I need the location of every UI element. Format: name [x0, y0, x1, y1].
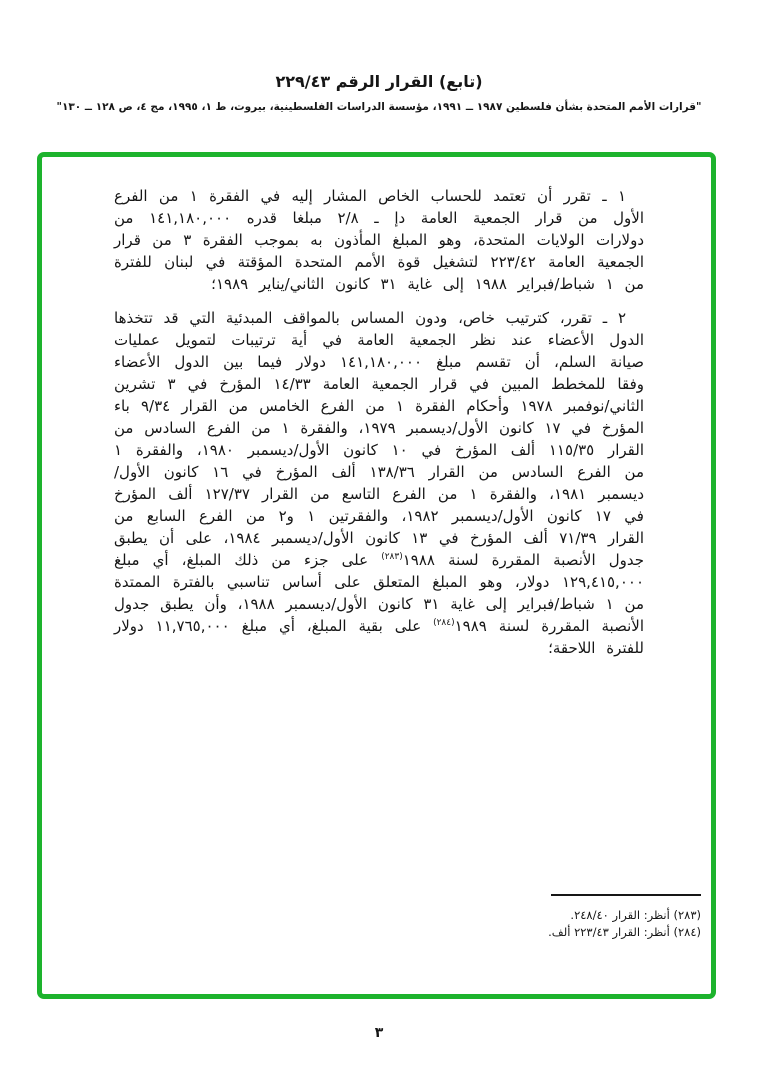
- footnote-item-284: (٢٨٤) أنظر: القرار ٢٢٣/٤٣ ألف.: [548, 925, 701, 939]
- footnote-reference-284: (٢٨٤): [433, 618, 455, 628]
- paragraph-2-segment-2: على جزء من ذلك المبلغ، أي مبلغ ١٢٩,٤١٥,٠٠٠ دولار، وهو المبلغ المتعلق على أساس تناسبي بالفترة الممتدة من ١ شباط/فبراير إلى غاية ٣١ كانون الأول/ديسمبر ١٩٨٨، وأن يطبق جدول الأنصبة المقررة لسنة ١٩٨٩: [114, 551, 644, 635]
- footnotes: [401, 890, 701, 941]
- footnote-divider: [551, 894, 701, 896]
- footnote-item-283: (٢٨٣) أنظر: القرار ٢٤٨/٤٠.: [570, 908, 701, 922]
- page-number: ٣: [374, 1025, 384, 1041]
- resolution-text: [114, 185, 644, 659]
- paragraph-2-segment-3: على بقية المبلغ، أي مبلغ ١١,٧٦٥,٠٠٠ دولار للفترة اللاحقة؛: [114, 617, 644, 657]
- resolution-paragraph-2: [114, 307, 644, 659]
- paragraph-2-segment-1: ٢ ـ تقرر، كترتيب خاص، ودون المساس بالمواقف المبدئية التي قد تتخذها الدول الأعضاء عند نظر الجمعية العامة في أية ترتيبات لتمويل عمليات صيانة السلم، أن تقسم مبلغ ١٤١,١٨٠,٠٠٠ دولار فيما بين الدول الأعضاء وفقا للمخطط المبين في قرار الجمعية العامة ١٤/٣٣ المؤرخ في ٣ تشرين الثاني/نوفمبر ١٩٧٨ وأحكام الفقرة ١ من الفرع الخامس من القرار ٩/٣٤ باء المؤرخ في ١٧ كانون الأول/ديسمبر ١٩٧٩، والفقرة ١ من الفرع السادس من القرار ١١٥/٣٥ ألف المؤرخ في ١٠ كانون الأول/ديسمبر ١٩٨٠، والفقرة ١ من الفرع السادس من القرار ١٣٨/٣٦ ألف المؤرخ في ١٦ كانون الأول/ديسمبر ١٩٨١، والفقرة ١ من الفرع التاسع من القرار ١٢٧/٣٧ ألف المؤرخ في ١٧ كانون الأول/ديسمبر ١٩٨٢، والفقرتين ١ و٢ من الفرع السابع من القرار ٧١/٣٩ ألف المؤرخ في ١٣ كانون الأول/ديسمبر ١٩٨٤، على أن يطبق جدول الأنصبة المقررة لسنة ١٩٨٨: [114, 309, 645, 569]
- document-title: (تابع) القرار الرقم ٢٢٩/٤٣: [275, 72, 483, 91]
- resolution-paragraph-1: ١ ـ تقرر أن تعتمد للحساب الخاص المشار إليه في الفقرة ١ من الفرع الأول من قرار الجمعية العامة دإ ـ ٢/٨ مبلغا قدره ١٤١,١٨٠,٠٠٠ من دولارات الولايات المتحدة، وهو المبلغ المأذون به بموجب الفقرة ٣ من قرار الجمعية العامة ٢٢٣/٤٢ لتشغيل قوة الأمم المتحدة المؤقتة في لبنان للفترة من ١ شباط/فبراير ١٩٨٨ إلى غاية ٣١ كانون الثاني/يناير ١٩٨٩؛: [114, 187, 644, 293]
- source-citation: "قرارات الأمم المتحدة بشأن فلسطين ١٩٨٧ ــ ١٩٩١، مؤسسة الدراسات الفلسطينية، بيروت، ط ١، ١٩٩٥، مج ٤، ص ١٢٨ ــ ١٣٠": [56, 101, 702, 113]
- footnote-reference-283: (٢٨٣): [381, 552, 403, 562]
- highlight-rectangle: [37, 152, 716, 999]
